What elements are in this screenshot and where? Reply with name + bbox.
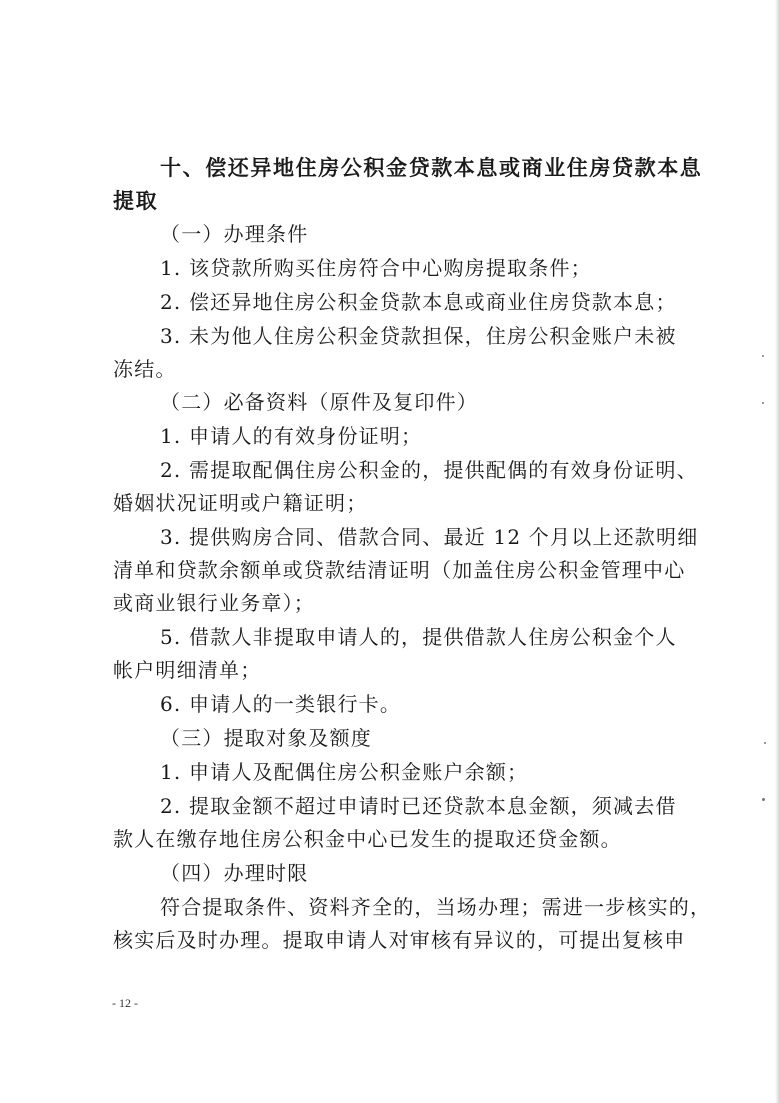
condition-item-3: 3. 未为他人住房公积金贷款担保，住房公积金账户未被 xyxy=(160,324,677,348)
amount-item-2: 2. 提取金额不超过申请时已还贷款本息金额，须减去借 xyxy=(160,794,677,818)
page-number: - 12 - xyxy=(112,996,138,1010)
material-item-5-continued: 帐户明细清单； xyxy=(113,658,262,682)
section-title-continued: 提取 xyxy=(113,189,159,213)
material-item-2: 2. 需提取配偶住房公积金的，提供配偶的有效身份证明、 xyxy=(160,458,698,482)
heading-time-limit: （四）办理时限 xyxy=(160,861,309,885)
amount-item-2-continued: 款人在缴存地住房公积金中心已发生的提取还贷金额。 xyxy=(113,827,622,851)
condition-item-2: 2. 偿还异地住房公积金贷款本息或商业住房贷款本息； xyxy=(160,290,677,314)
condition-item-3-continued: 冻结。 xyxy=(113,357,177,381)
time-limit-text: 符合提取条件、资料齐全的，当场办理；需进一步核实的， xyxy=(160,895,712,919)
heading-amount: （三）提取对象及额度 xyxy=(160,726,372,750)
heading-materials: （二）必备资料（原件及复印件） xyxy=(160,390,478,414)
material-item-2-continued: 婚姻状况证明或户籍证明； xyxy=(113,491,368,515)
material-item-3-continued: 清单和贷款余额单或贷款结清证明（加盖住房公积金管理中心 xyxy=(113,558,686,582)
material-item-3-continued-2: 或商业银行业务章）； xyxy=(113,591,315,615)
heading-conditions: （一）办理条件 xyxy=(160,222,309,246)
amount-item-1: 1. 申请人及配偶住房公积金账户余额； xyxy=(160,760,529,784)
scan-speck xyxy=(764,742,766,744)
material-item-1: 1. 申请人的有效身份证明； xyxy=(160,424,423,448)
condition-item-1: 1. 该贷款所购买住房符合中心购房提取条件； xyxy=(160,256,592,280)
section-title: 十、偿还异地住房公积金贷款本息或商业住房贷款本息 xyxy=(160,156,703,180)
time-limit-text-continued: 核实后及时办理。提取申请人对审核有异议的，可提出复核申 xyxy=(113,928,686,952)
scan-speck xyxy=(762,355,764,357)
material-item-6: 6. 申请人的一类银行卡。 xyxy=(160,692,402,716)
material-item-5: 5. 借款人非提取申请人的，提供借款人住房公积金个人 xyxy=(160,625,677,649)
scan-edge-shadow xyxy=(775,0,780,1103)
scan-speck xyxy=(762,402,764,404)
material-item-3: 3. 提供购房合同、借款合同、最近 12 个月以上还款明细 xyxy=(160,525,699,549)
scan-speck xyxy=(762,798,765,801)
